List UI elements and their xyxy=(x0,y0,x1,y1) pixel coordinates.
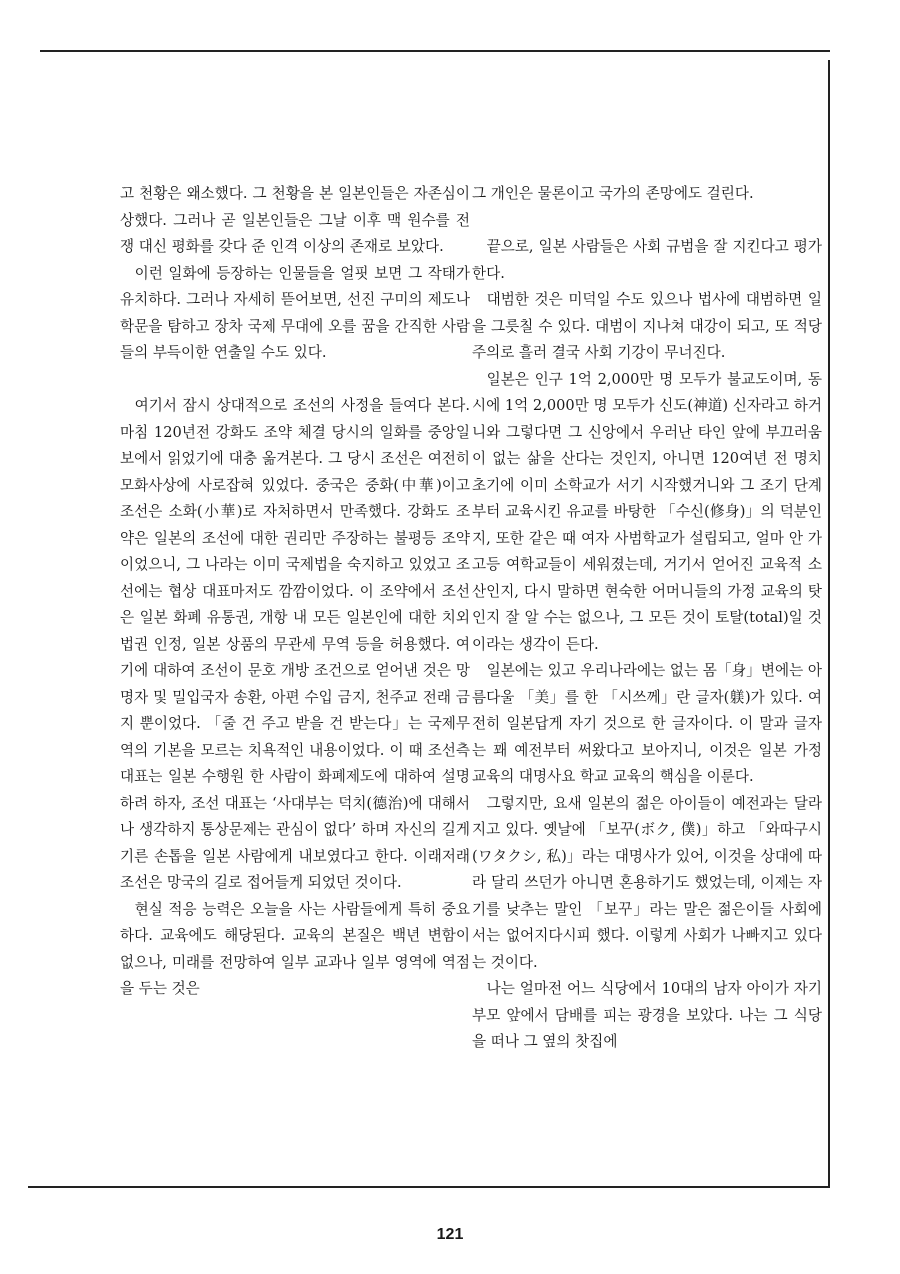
paragraph: 그렇지만, 요새 일본의 젊은 아이들이 예전과는 달라지고 있다. 옛날에 「보꾸(ボク, 僕)」하고 「와따구시(ワタクシ, 私)」라는 대명사가 있어, 이것을 상대에 따라 달리 쓰던가 아니면 혼용하기도 했었는데, 이제는 자기를 낮추는 말인 「보꾸」라는 말은 젊은이들 사회에서는 없어지다시피 했다. 이렇게 사회가 나빠지고 있다는 것이다. xyxy=(472,794,822,971)
paragraph: 끝으로, 일본 사람들은 사회 규범을 잘 지킨다고 평가한다. xyxy=(472,238,822,282)
paragraph: 일본은 인구 1억 2,000만 명 모두가 불교도이며, 동시에 1억 2,000만 명 모두가 신도(神道) 신자라고 하거니와 그렇다면 그 신앙에서 우러난 타인 앞에 부끄러움이 없는 삶을 산다는 것인지, 아니면 120여년 전 명치 초기에 이미 소학교가 서기 시작했거니와 그 조기 단계부터 교육시킨 유교를 바탕한 「수신(修身)」의 덕분인지, 또한 같은 때 여자 사범학교가 설립되고, 얼마 안 가 고등 여학교들이 세워졌는데, 거기서 얻어진 교육적 소산인지, 다시 말하면 현숙한 어머니들의 가정 교육의 탓인지 잘 알 수는 없으나, 그 모든 것이 토탈(total)일 것이라는 생각이 든다. xyxy=(472,370,822,653)
right-rule xyxy=(828,60,830,1188)
paragraph: 나는 얼마전 어느 식당에서 10대의 남자 아이가 자기 부모 앞에서 담배를 피는 광경을 보았다. 나는 그 식당을 떠나 그 옆의 찻집에 xyxy=(472,980,822,1050)
paragraph: 여기서 잠시 상대적으로 조선의 사정을 들여다 본다. 마침 120년전 강화도 조약 체결 당시의 일화를 중앙일보에서 읽었기에 대충 옮겨본다. 그 당시 조선은 여전히 모화사상에 사로잡혀 있었다. 중국은 중화(中華)이고 조선은 소화(小華)로 자처하면서 만족했다. 강화도 조약은 일본의 조선에 대한 권리만 주장하는 불평등 조약이었으니, 그 나라는 이미 국제법을 숙지하고 있었고 조선에는 협상 대표마저도 깜깜이었다. 이 조약에서 조선은 일본 화폐 유통권, 개항 내 모든 일본인에 대한 치외법권 인정, 일본 상품의 무관세 무역 등을 허용했다. 여기에 대하여 조선이 문호 개방 조건으로 얻어낸 것은 망명자 및 밀입국자 송환, 아편 수입 금지, 천주교 전래 금지 뿐이었다. 「줄 건 주고 받을 건 받는다」는 국제무역의 기본을 모르는 치욕적인 내용이었다. 이 때 조선측 대표는 일본 수행원 한 사람이 화폐제도에 대하여 설명하려 하자, 조선 대표는 ‘사대부는 덕치(德治)에 대해서나 생각하지 통상문제는 관심이 없다’ 하며 자신의 길게 기른 손톱을 일본 사람에게 내보였다고 한다. 이래저래 조선은 망국의 길로 접어들게 되었던 것이다. xyxy=(120,397,470,891)
left-column xyxy=(120,181,470,1003)
top-rule xyxy=(40,50,830,52)
bottom-rule xyxy=(28,1186,830,1188)
paragraph: 일본에는 있고 우리나라에는 없는 몸「身」변에는 아름다울 「美」를 한 「시쓰께」란 글자(躾)가 있다. 여전히 일본답게 자기 것으로 한 글자이다. 이 말과 글자는 꽤 예전부터 써왔다고 보아지니, 이것은 일본 가정 교육의 대명사요 학교 교육의 핵심을 이룬다. xyxy=(472,662,822,785)
paragraph: 그 개인은 물론이고 국가의 존망에도 걸린다. xyxy=(472,185,754,202)
paragraph-gap xyxy=(472,208,822,235)
paragraph: 현실 적응 능력은 오늘을 사는 사람들에게 특히 중요하다. 교육에도 해당된다. 교육의 본질은 백년 변함이 없으나, 미래를 전망하여 일부 교과나 일부 영역에 역점을 두는 것은 xyxy=(120,900,470,997)
page-number: 121 xyxy=(436,1226,464,1243)
paragraph: 대범한 것은 미덕일 수도 있으나 법사에 대범하면 일을 그릇칠 수 있다. 대범이 지나쳐 대강이 되고, 또 적당주의로 흘러 결국 사회 기강이 무너진다. xyxy=(472,291,822,361)
right-column xyxy=(472,181,822,1056)
paragraph-gap xyxy=(120,367,470,394)
paragraph: 고 천황은 왜소했다. 그 천황을 본 일본인들은 자존심이 상했다. 그러나 곧 일본인들은 그날 이후 맥 원수를 전쟁 대신 평화를 갖다 준 인격 이상의 존재로 보았다. xyxy=(120,185,470,255)
paragraph: 이런 일화에 등장하는 인물들을 얼핏 보면 그 작태가 유치하다. 그러나 자세히 뜯어보면, 선진 구미의 제도나 학문을 탐하고 장차 국제 무대에 오를 꿈을 간직한 사람들의 부득이한 연출일 수도 있다. xyxy=(120,264,470,361)
